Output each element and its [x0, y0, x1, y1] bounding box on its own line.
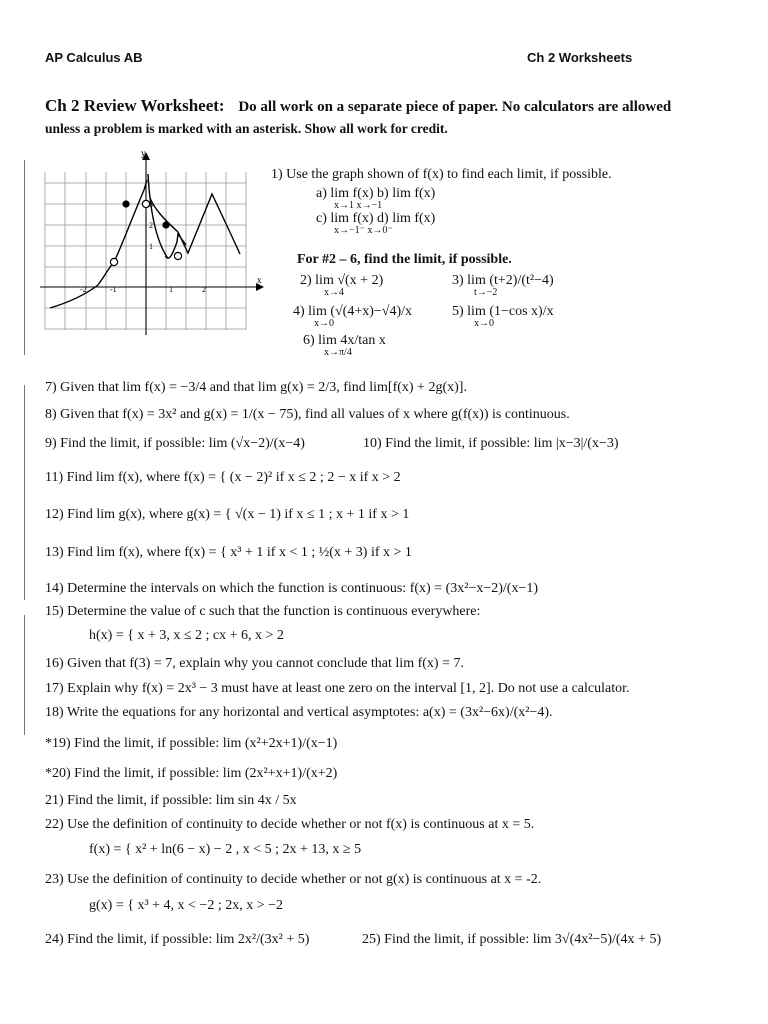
- open-point: [110, 258, 117, 265]
- title-instructions-cont: unless a problem is marked with an asterisk. Show all work for credit.: [45, 121, 448, 136]
- title-main: Ch 2 Review Worksheet:: [45, 96, 225, 115]
- problem-20: *20) Find the limit, if possible: lim (2x²+x+1)/(x+2): [45, 766, 338, 781]
- problem-4-sub: x→0: [314, 318, 334, 329]
- problem-25: 25) Find the limit, if possible: lim 3√(4x²−5)/(4x + 5): [362, 932, 662, 947]
- problem-6: 6) lim 4x/tan x: [303, 333, 386, 348]
- tick-label-x: -1: [110, 285, 117, 294]
- problem-11: 11) Find lim f(x), where f(x) = { (x − 2)² if x ≤ 2 ; 2 − x if x > 2: [45, 470, 401, 485]
- unit-name: Ch 2 Worksheets: [527, 50, 633, 65]
- problem-22-function: f(x) = { x² + ln(6 − x) − 2 , x < 5 ; 2x + 13, x ≥ 5: [89, 842, 362, 857]
- problem-15: 15) Determine the value of c such that the function is continuous everywhere:: [45, 604, 481, 619]
- problem-13: 13) Find lim f(x), where f(x) = { x³ + 1 if x < 1 ; ½(x + 3) if x > 1: [45, 545, 412, 560]
- course-name: AP Calculus AB: [45, 50, 143, 65]
- curve-right: [178, 194, 240, 254]
- closed-point: [122, 200, 129, 207]
- problem-1: 1) Use the graph shown of f(x) to find each limit, if possible.: [271, 167, 612, 182]
- problem-1cd: c) lim f(x) d) lim f(x): [316, 211, 436, 226]
- problem-4: 4) lim (√(4+x)−√4)/x: [293, 304, 413, 319]
- tick-label-y: 2: [149, 221, 153, 230]
- curve-middle: [148, 174, 186, 258]
- closed-point: [162, 221, 169, 228]
- margin-bar: [24, 160, 25, 355]
- problem-1ab-sub: x→1 x→−1: [334, 200, 383, 211]
- function-graph: [40, 150, 270, 355]
- margin-bar: [24, 385, 25, 600]
- problem-5-sub: x→0: [474, 318, 494, 329]
- problem-2: 2) lim √(x + 2): [300, 273, 384, 288]
- problem-3: 3) lim (t+2)/(t²−4): [452, 273, 554, 288]
- problem-1ab: a) lim f(x) b) lim f(x): [316, 186, 436, 201]
- tick-label-x: -2: [80, 285, 87, 294]
- axis-label-y: y: [141, 150, 146, 158]
- problem-18: 18) Write the equations for any horizontal and vertical asymptotes: a(x) = (3x²−6x)/(x²−4).: [45, 705, 553, 720]
- problem-22: 22) Use the definition of continuity to decide whether or not f(x) is continuous at x = 5.: [45, 817, 535, 832]
- problem-9: 9) Find the limit, if possible: lim (√x−2)/(x−4): [45, 436, 305, 451]
- problem-15-function: h(x) = { x + 3, x ≤ 2 ; cx + 6, x > 2: [89, 628, 284, 643]
- problem-3-sub: t→−2: [474, 287, 498, 298]
- instructions-2-6: For #2 – 6, find the limit, if possible.: [297, 252, 512, 267]
- problem-5: 5) lim (1−cos x)/x: [452, 304, 554, 319]
- problem-8: 8) Given that f(x) = 3x² and g(x) = 1/(x − 75), find all values of x where g(f(x)) is continuous.: [45, 407, 570, 422]
- open-point: [174, 252, 181, 259]
- problem-19: *19) Find the limit, if possible: lim (x²+2x+1)/(x−1): [45, 736, 338, 751]
- title-instructions: Do all work on a separate piece of paper. No calculators are allowed: [238, 99, 672, 115]
- axis-label-x: x: [257, 275, 262, 285]
- problem-16: 16) Given that f(3) = 7, explain why you cannot conclude that lim f(x) = 7.: [45, 656, 464, 671]
- problem-14: 14) Determine the intervals on which the function is continuous: f(x) = (3x²−x−2)/(x−1): [45, 581, 539, 596]
- problem-12: 12) Find lim g(x), where g(x) = { √(x − 1) if x ≤ 1 ; x + 1 if x > 1: [45, 507, 410, 522]
- problem-21: 21) Find the limit, if possible: lim sin 4x / 5x: [45, 793, 297, 808]
- problem-7: 7) Given that lim f(x) = −3/4 and that lim g(x) = 2/3, find lim[f(x) + 2g(x)].: [45, 380, 467, 395]
- problem-24: 24) Find the limit, if possible: lim 2x²/(3x² + 5): [45, 932, 310, 947]
- tick-label-y: 1: [149, 242, 153, 251]
- problem-17: 17) Explain why f(x) = 2x³ − 3 must have at least one zero on the interval [1, 2]. Do not use a calculator.: [45, 681, 630, 696]
- problem-10: 10) Find the limit, if possible: lim |x−3|/(x−3): [363, 436, 619, 451]
- worksheet-title: [45, 96, 671, 116]
- curve-rise: [114, 180, 147, 262]
- margin-bar: [24, 615, 25, 735]
- problem-23-function: g(x) = { x³ + 4, x < −2 ; 2x, x > −2: [89, 898, 284, 913]
- tick-label-x: 2: [202, 285, 206, 294]
- problem-23: 23) Use the definition of continuity to decide whether or not g(x) is continuous at x = -2.: [45, 872, 542, 887]
- problem-1cd-sub: x→−1⁻ x→0⁻: [334, 225, 393, 236]
- tick-label-y: 3: [149, 200, 153, 209]
- problem-2-sub: x→4: [324, 287, 344, 298]
- tick-label-x: 1: [169, 285, 173, 294]
- problem-6-sub: x→π/4: [324, 347, 352, 358]
